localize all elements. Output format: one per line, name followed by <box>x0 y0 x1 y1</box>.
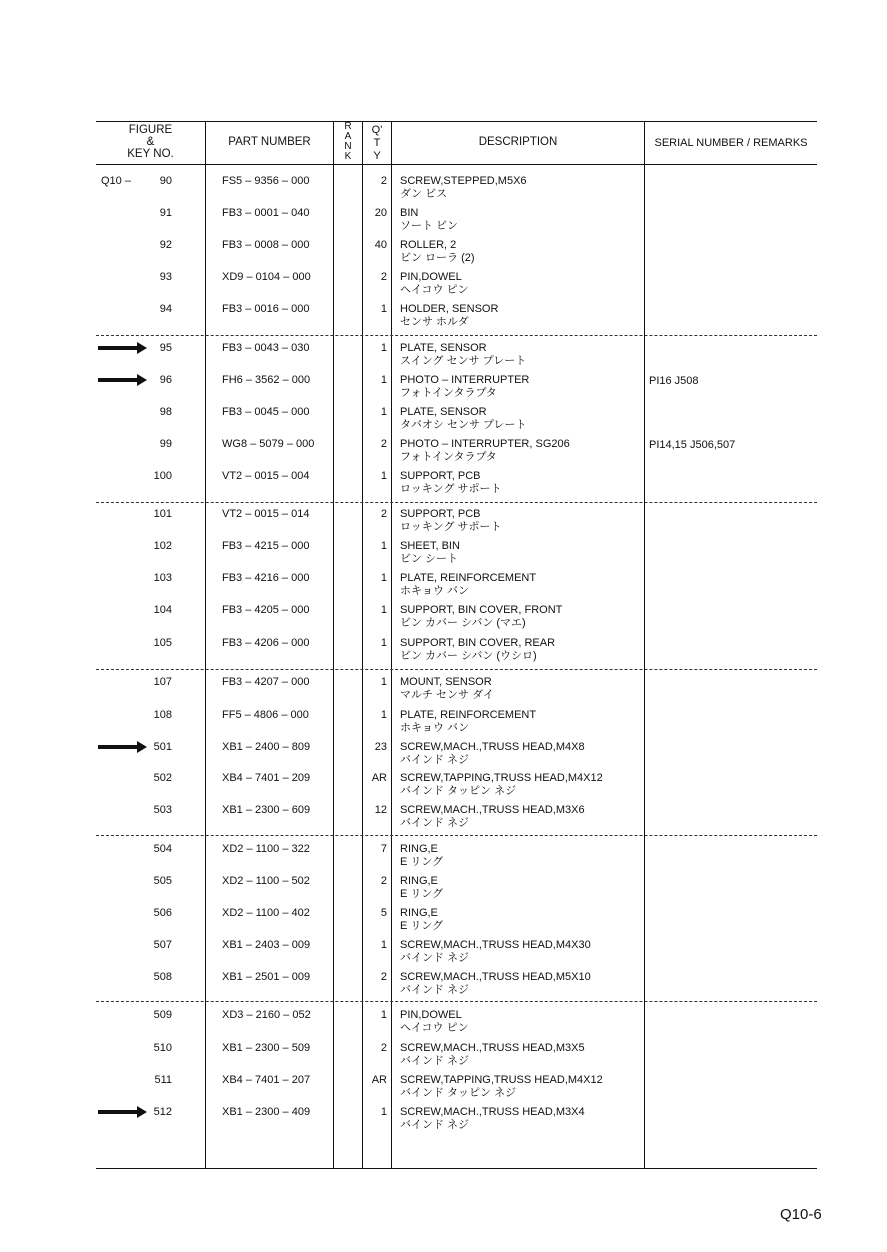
description: SUPPORT, BIN COVER, REAR <box>400 637 556 649</box>
part-number: FB3 – 4207 – 000 <box>222 676 310 688</box>
key-no: 103 <box>153 572 172 584</box>
quantity: 1 <box>380 676 387 688</box>
quantity: 1 <box>380 572 387 584</box>
key-no: 96 <box>159 374 172 386</box>
key-no: 104 <box>153 604 172 616</box>
group-separator <box>96 502 817 503</box>
quantity: 20 <box>374 207 387 219</box>
part-number: FB3 – 0016 – 000 <box>222 303 310 315</box>
description: PHOTO – INTERRUPTER, SG206 <box>400 438 570 450</box>
part-number: XB4 – 7401 – 209 <box>222 772 311 784</box>
quantity: 1 <box>380 470 387 482</box>
description-jp: フォトインタラプタ <box>400 387 497 399</box>
description-jp: バインド タッピン ネジ <box>400 785 517 797</box>
part-number: FB3 – 0045 – 000 <box>222 406 310 418</box>
description: BIN <box>400 207 419 219</box>
header-figure-line3: KEY NO. <box>127 148 174 160</box>
part-number: XB1 – 2403 – 009 <box>222 939 311 951</box>
col-divider-part <box>205 121 206 1169</box>
key-no: 505 <box>153 875 172 887</box>
part-number: XD2 – 1100 – 322 <box>222 843 310 855</box>
description-jp: ロッキング サポート <box>400 483 502 495</box>
description-jp: ホキョウ バン <box>400 722 470 734</box>
description: SCREW,MACH.,TRUSS HEAD,M4X30 <box>400 939 591 951</box>
description: SCREW,MACH.,TRUSS HEAD,M3X4 <box>400 1106 585 1118</box>
quantity: 1 <box>380 604 387 616</box>
description: SUPPORT, PCB <box>400 470 481 482</box>
quantity: 2 <box>380 875 387 887</box>
description: SCREW,TAPPING,TRUSS HEAD,M4X12 <box>400 1074 603 1086</box>
header-description: DESCRIPTION <box>478 136 558 148</box>
description: SCREW,MACH.,TRUSS HEAD,M4X8 <box>400 741 585 753</box>
key-no: 512 <box>153 1106 172 1118</box>
description: SUPPORT, PCB <box>400 508 481 520</box>
description: SCREW,MACH.,TRUSS HEAD,M3X6 <box>400 804 585 816</box>
key-no: 94 <box>159 303 172 315</box>
description-jp: ヘイコウ ピン <box>400 284 469 296</box>
part-number: FB3 – 4206 – 000 <box>222 637 310 649</box>
col-divider-desc <box>391 121 392 1169</box>
quantity: AR <box>371 772 387 784</box>
key-no: 508 <box>153 971 172 983</box>
quantity: 2 <box>380 438 387 450</box>
part-number: VT2 – 0015 – 014 <box>222 508 310 520</box>
quantity: 12 <box>374 804 387 816</box>
header-qty-y: Y <box>373 150 381 162</box>
quantity: 1 <box>380 1106 387 1118</box>
key-no: 504 <box>153 843 172 855</box>
description-jp: タバオシ センサ プレート <box>400 419 527 431</box>
part-number: FB3 – 0043 – 030 <box>222 342 310 354</box>
key-no: 502 <box>153 772 172 784</box>
description-jp: バインド タッピン ネジ <box>400 1087 517 1099</box>
description-jp: ホキョウ バン <box>400 585 470 597</box>
part-number: FB3 – 4205 – 000 <box>222 604 310 616</box>
description-jp: スイング センサ プレート <box>400 355 527 367</box>
description-jp: バインド ネジ <box>400 984 470 996</box>
quantity: 1 <box>380 1009 387 1021</box>
quantity: 1 <box>380 374 387 386</box>
description: PIN,DOWEL <box>400 271 462 283</box>
description: SHEET, BIN <box>400 540 460 552</box>
key-no: 93 <box>159 271 172 283</box>
description: ROLLER, 2 <box>400 239 457 251</box>
quantity: 1 <box>380 406 387 418</box>
description-jp: ビン カバー シバン (マエ) <box>400 617 526 629</box>
group-separator <box>96 835 817 836</box>
col-divider-rank <box>333 121 334 1169</box>
description: SCREW,STEPPED,M5X6 <box>400 175 527 187</box>
arrow-marker-icon <box>98 745 138 749</box>
description-jp: ヘイコウ ピン <box>400 1022 469 1034</box>
figure-label: Q10 – <box>101 175 131 187</box>
key-no: 507 <box>153 939 172 951</box>
description-jp: E リング <box>400 920 444 932</box>
part-number: XB1 – 2300 – 609 <box>222 804 311 816</box>
quantity: 1 <box>380 637 387 649</box>
quantity: 2 <box>380 175 387 187</box>
group-separator <box>96 669 817 670</box>
key-no: 101 <box>153 508 172 520</box>
key-no: 98 <box>159 406 172 418</box>
description-jp: ロッキング サポート <box>400 521 502 533</box>
description: RING,E <box>400 843 438 855</box>
key-no: 102 <box>153 540 172 552</box>
description: PLATE, REINFORCEMENT <box>400 709 537 721</box>
header-rank-a: A <box>344 131 352 142</box>
part-number: FS5 – 9356 – 000 <box>222 175 310 187</box>
header-rank-r: R <box>344 121 352 132</box>
quantity: 2 <box>380 508 387 520</box>
header-part-number: PART NUMBER <box>228 136 311 148</box>
part-number: FH6 – 3562 – 000 <box>222 374 311 386</box>
quantity: 2 <box>380 271 387 283</box>
arrow-marker-icon <box>98 1110 138 1114</box>
quantity: 23 <box>374 741 387 753</box>
key-no: 501 <box>153 741 172 753</box>
key-no: 100 <box>153 470 172 482</box>
key-no: 105 <box>153 637 172 649</box>
key-no: 509 <box>153 1009 172 1021</box>
header-remarks: SERIAL NUMBER / REMARKS <box>654 137 808 149</box>
part-number: FB3 – 4216 – 000 <box>222 572 310 584</box>
description: PLATE, SENSOR <box>400 406 487 418</box>
description-jp: E リング <box>400 888 444 900</box>
description-jp: ビン シート <box>400 553 459 565</box>
quantity: 1 <box>380 709 387 721</box>
quantity: 1 <box>380 303 387 315</box>
page-number: Q10-6 <box>780 1206 822 1223</box>
description-jp: バインド ネジ <box>400 1119 470 1131</box>
header-figure <box>96 124 205 160</box>
key-no: 108 <box>153 709 172 721</box>
description-jp: バインド ネジ <box>400 754 470 766</box>
part-number: XD2 – 1100 – 502 <box>222 875 310 887</box>
quantity: 7 <box>380 843 387 855</box>
part-number: XD2 – 1100 – 402 <box>222 907 310 919</box>
quantity: 40 <box>374 239 387 251</box>
description: SCREW,MACH.,TRUSS HEAD,M5X10 <box>400 971 591 983</box>
quantity: AR <box>371 1074 387 1086</box>
description: SCREW,TAPPING,TRUSS HEAD,M4X12 <box>400 772 603 784</box>
part-number: VT2 – 0015 – 004 <box>222 470 310 482</box>
description: RING,E <box>400 875 438 887</box>
header-qty-t: T <box>373 137 381 149</box>
description-jp: センサ ホルダ <box>400 316 469 328</box>
description: SCREW,MACH.,TRUSS HEAD,M3X5 <box>400 1042 585 1054</box>
part-number: XD9 – 0104 – 000 <box>222 271 311 283</box>
part-number: XB1 – 2501 – 009 <box>222 971 311 983</box>
header-figure-line1: FIGURE <box>128 124 173 136</box>
description: HOLDER, SENSOR <box>400 303 499 315</box>
key-no: 511 <box>154 1074 172 1086</box>
description-jp: ソート ビン <box>400 220 459 232</box>
description-jp: マルチ センサ ダイ <box>400 689 494 701</box>
part-number: FB3 – 0001 – 040 <box>222 207 310 219</box>
description-jp: バインド ネジ <box>400 952 470 964</box>
part-number: XB1 – 2300 – 409 <box>222 1106 311 1118</box>
description: PLATE, SENSOR <box>400 342 487 354</box>
part-number: FF5 – 4806 – 000 <box>222 709 309 721</box>
remarks: PI16 J508 <box>649 375 699 387</box>
header-figure-line2: & <box>146 136 155 148</box>
description: SUPPORT, BIN COVER, FRONT <box>400 604 563 616</box>
description-jp: バインド ネジ <box>400 1055 470 1067</box>
quantity: 1 <box>380 939 387 951</box>
quantity: 2 <box>380 971 387 983</box>
key-no: 90 <box>159 175 172 187</box>
quantity: 5 <box>380 907 387 919</box>
part-number: WG8 – 5079 – 000 <box>222 438 315 450</box>
arrow-marker-icon <box>98 346 138 350</box>
key-no: 503 <box>153 804 172 816</box>
key-no: 95 <box>159 342 172 354</box>
description-jp: E リング <box>400 856 444 868</box>
description: PLATE, REINFORCEMENT <box>400 572 537 584</box>
part-number: FB3 – 0008 – 000 <box>222 239 310 251</box>
key-no: 107 <box>153 676 172 688</box>
description-jp: フォトインタラプタ <box>400 451 497 463</box>
header-rank <box>334 122 362 162</box>
description: RING,E <box>400 907 438 919</box>
description: MOUNT, SENSOR <box>400 676 492 688</box>
key-no: 99 <box>159 438 172 450</box>
header-rank-n: N <box>344 141 352 152</box>
part-number: XD3 – 2160 – 052 <box>222 1009 311 1021</box>
description: PIN,DOWEL <box>400 1009 462 1021</box>
description-jp: ビン ローラ (2) <box>400 252 475 264</box>
quantity: 1 <box>380 540 387 552</box>
group-separator <box>96 335 817 336</box>
quantity: 2 <box>380 1042 387 1054</box>
part-number: FB3 – 4215 – 000 <box>222 540 310 552</box>
part-number: XB4 – 7401 – 207 <box>222 1074 311 1086</box>
col-divider-remarks <box>644 121 645 1169</box>
key-no: 510 <box>153 1042 172 1054</box>
key-no: 506 <box>153 907 172 919</box>
key-no: 92 <box>159 239 172 251</box>
part-number: XB1 – 2400 – 809 <box>222 741 311 753</box>
description-jp: バインド ネジ <box>400 817 470 829</box>
arrow-marker-icon <box>98 378 138 382</box>
header-qty-q: Q' <box>371 124 383 136</box>
header-rank-k: K <box>344 151 352 162</box>
key-no: 91 <box>159 207 172 219</box>
group-separator <box>96 1001 817 1002</box>
quantity: 1 <box>380 342 387 354</box>
header-qty <box>363 124 391 163</box>
description-jp: ダン ビス <box>400 188 448 200</box>
description: PHOTO – INTERRUPTER <box>400 374 530 386</box>
description-jp: ビン カバー シバン (ウシロ) <box>400 650 537 662</box>
part-number: XB1 – 2300 – 509 <box>222 1042 311 1054</box>
remarks: PI14,15 J506,507 <box>649 439 736 451</box>
